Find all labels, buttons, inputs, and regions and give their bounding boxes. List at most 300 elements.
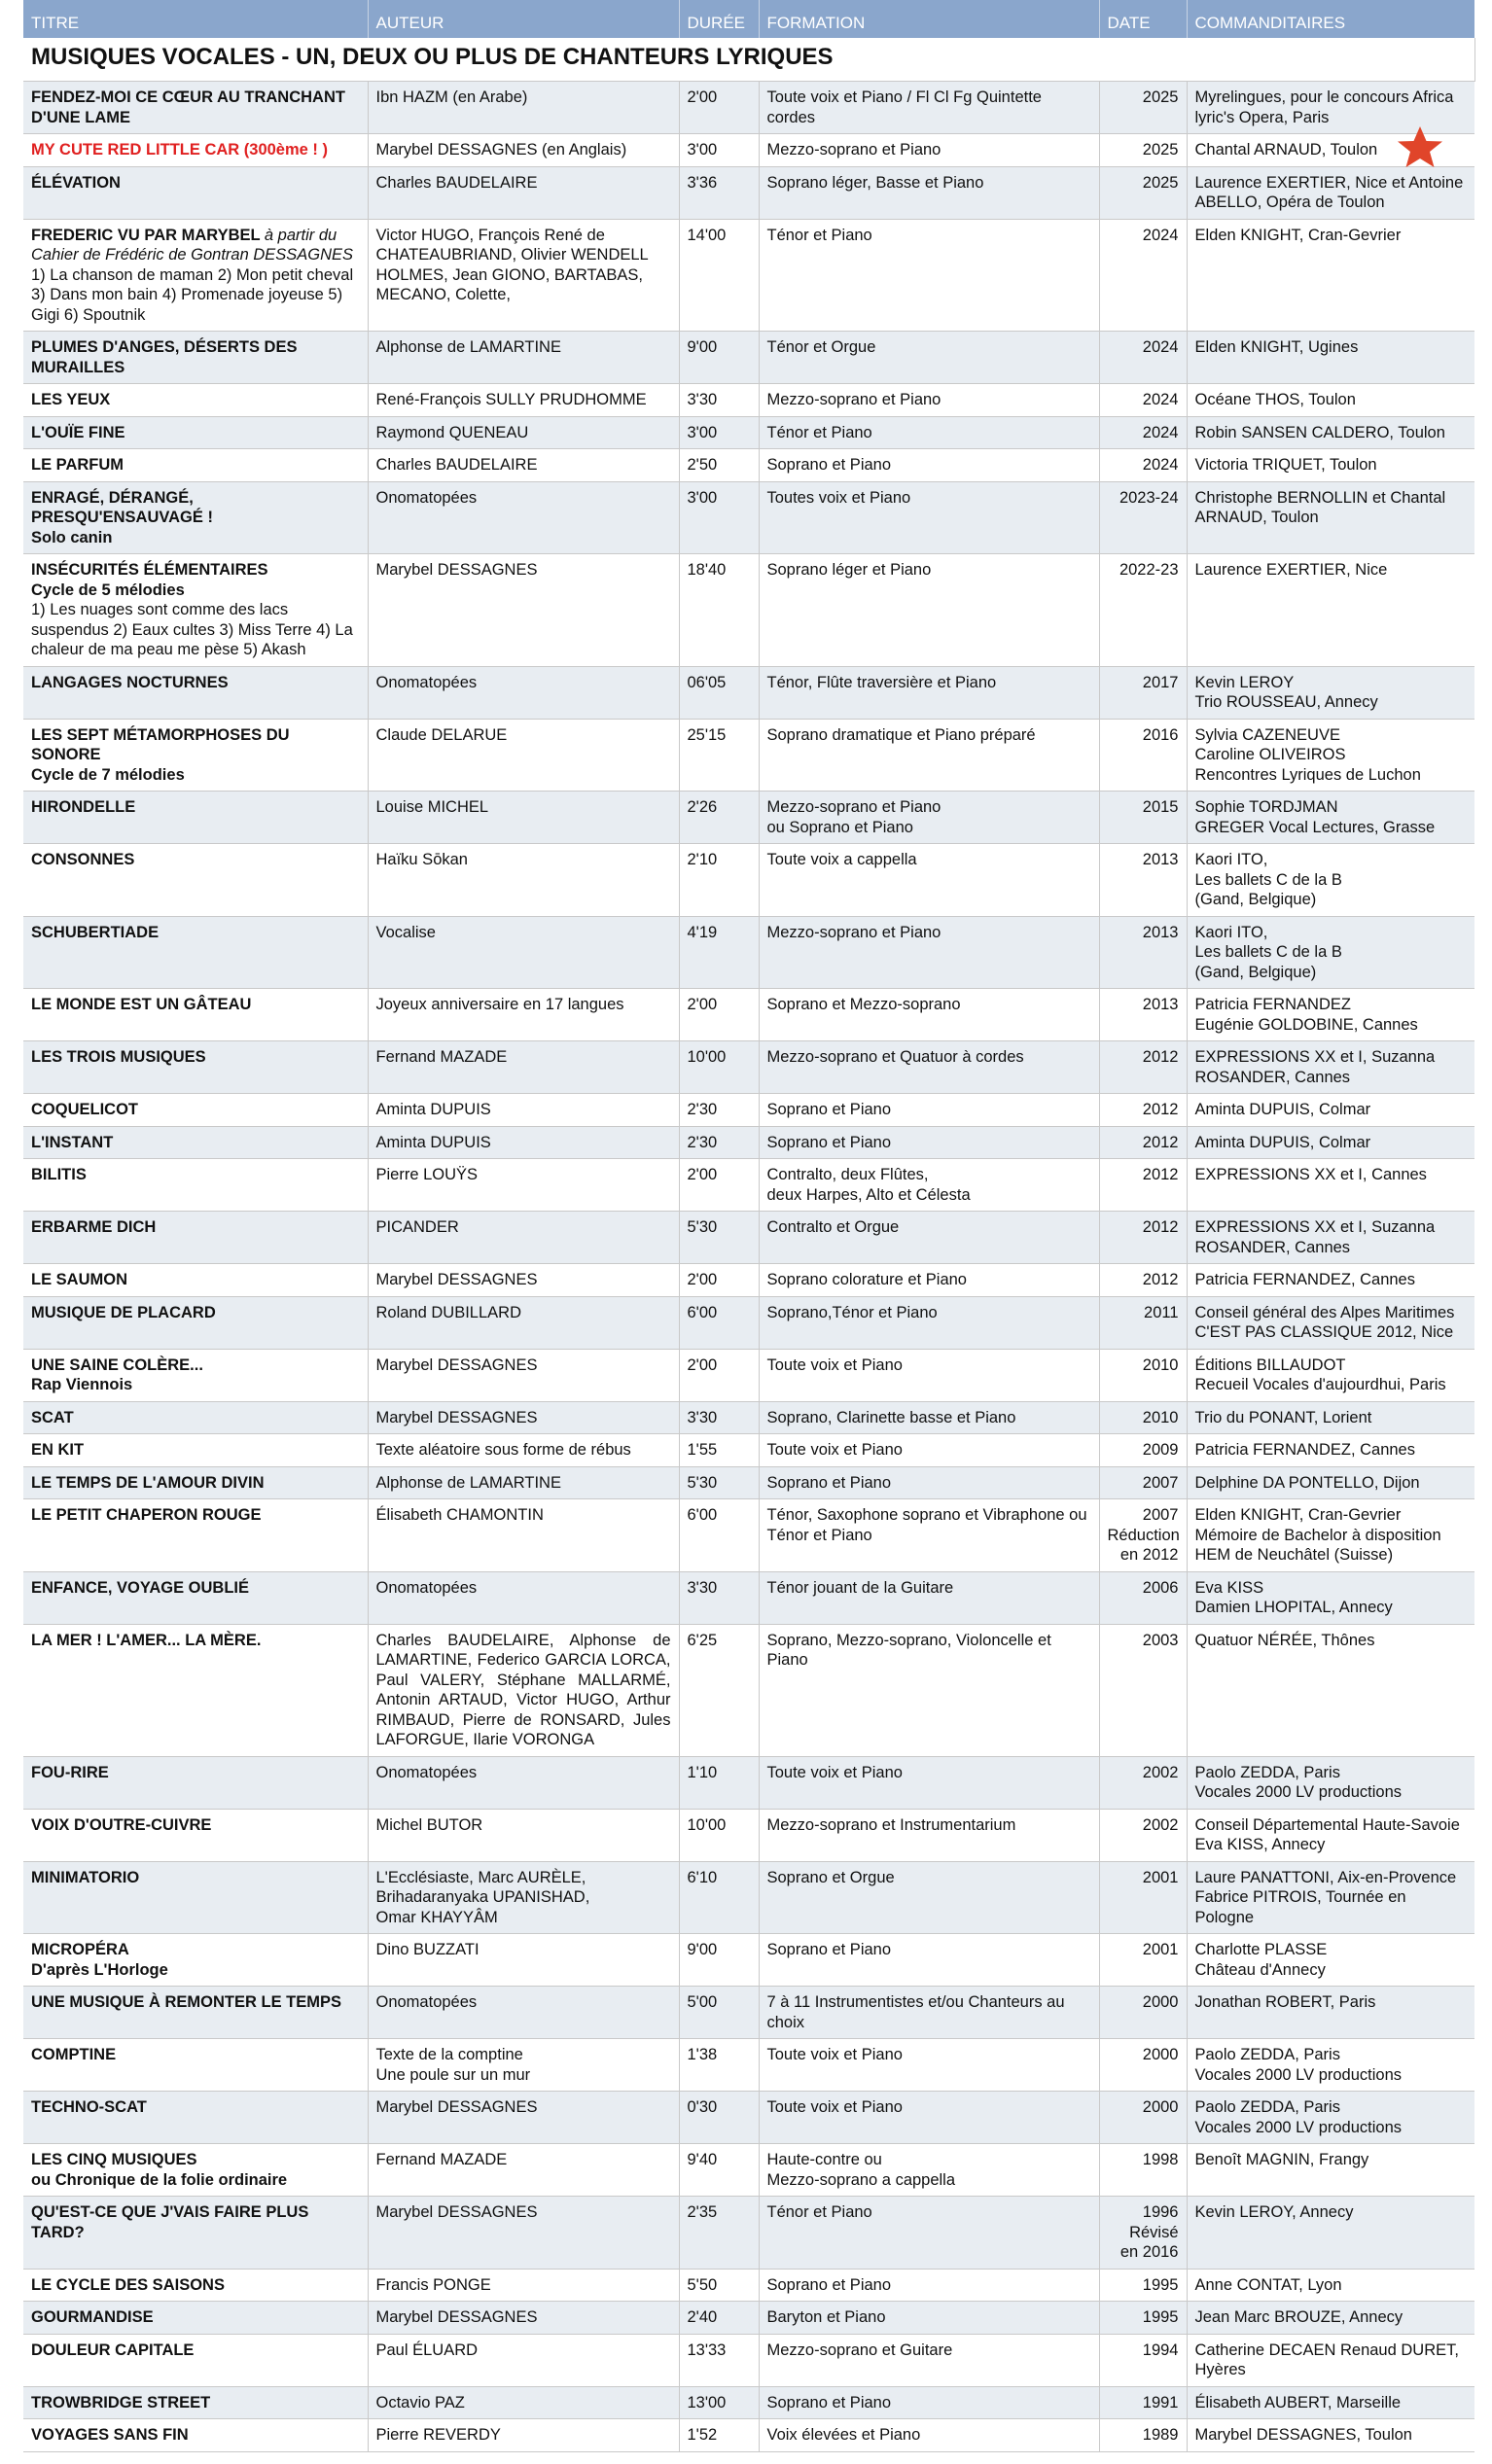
work-title [23,916,368,989]
work-sponsor: Myrelingues, pour le concours Africa lyric's Opera, Paris [1187,82,1474,134]
work-formation-line: Contralto, deux Flûtes, [766,1166,929,1183]
work-title [23,2302,368,2335]
work-formation: Mezzo-soprano et Piano [759,916,1099,989]
work-author: Onomatopées [368,1571,679,1624]
work-formation: Ténor et Orgue [759,332,1099,384]
work-sponsor-line: (Gand, Belgique) [1194,891,1317,908]
work-author: Alphonse de LAMARTINE [368,1466,679,1499]
table-row [23,1987,1474,2039]
title-main: DOULEUR CAPITALE [31,2341,195,2359]
title-main: LE TEMPS DE L'AMOUR DIVIN [31,1473,265,1492]
table-row [23,332,1474,384]
work-formation: Toute voix a cappella [759,844,1099,917]
work-author: Louise MICHEL [368,792,679,844]
title-main: SCAT [31,1408,74,1426]
table-row [23,1861,1474,1934]
work-formation: Toute voix et Piano [759,1349,1099,1401]
work-author: Élisabeth CHAMONTIN [368,1499,679,1572]
work-title [23,1264,368,1297]
work-date: 2002 [1099,1809,1187,1861]
work-title [23,1499,368,1572]
work-author: Fernand MAZADE [368,2144,679,2197]
work-date: 1991 [1099,2386,1187,2419]
work-sponsor: Christophe BERNOLLIN et Chantal ARNAUD, Toulon [1187,481,1474,554]
table-row [23,134,1474,167]
work-sponsor-line: Fabrice PITROIS, Tournée en Pologne [1194,1888,1406,1926]
work-author: Marybel DESSAGNES [368,1401,679,1434]
work-author: Dino BUZZATI [368,1934,679,1987]
work-date-line: Réduction en 2012 [1107,1526,1180,1564]
work-duration: 1'55 [679,1434,759,1467]
work-date: 2025 [1099,166,1187,219]
work-sponsor-line: GREGER Vocal Lectures, Grasse [1194,818,1436,836]
work-title [23,1094,368,1127]
work-sponsor: Aminta DUPUIS, Colmar [1187,1094,1474,1127]
work-date: 2012 [1099,1126,1187,1159]
title-main: UNE MUSIQUE À REMONTER LE TEMPS [31,1993,342,2011]
work-sponsor-line: Sophie TORDJMAN [1194,798,1338,816]
title-main: L'OUÏE FINE [31,423,125,441]
work-title [23,1466,368,1499]
work-duration: 1'52 [679,2419,759,2452]
table-row [23,1349,1474,1401]
work-title [23,2334,368,2386]
work-author: Pierre REVERDY [368,2419,679,2452]
work-sponsor [1187,1499,1474,1572]
work-duration: 2'00 [679,1264,759,1297]
work-author: Aminta DUPUIS [368,1126,679,1159]
work-sponsor-line: Kevin LEROY [1194,673,1295,691]
work-title [23,1401,368,1434]
title-main: VOIX D'OUTRE-CUIVRE [31,1815,212,1834]
work-sponsor: EXPRESSIONS XX et I, Suzanna ROSANDER, Cannes [1187,1041,1474,1094]
work-date: 2003 [1099,1624,1187,1756]
work-date: 2025 [1099,134,1187,167]
work-date: 2013 [1099,844,1187,917]
work-author [368,2039,679,2092]
title-main: LE SAUMON [31,1271,127,1288]
work-duration: 6'25 [679,1624,759,1756]
table-row [23,1934,1474,1987]
title-list: 1) La chanson de maman 2) Mon petit cheval 3) Dans mon bain 4) Promenade joyeuse 5) Gigi 6) Spoutnik [31,265,354,324]
title-main: FREDERIC VU PAR MARYBEL [31,226,261,244]
work-title [23,1041,368,1094]
title-main: LE PETIT CHAPERON ROUGE [31,1506,262,1524]
title-main: LE CYCLE DES SAISONS [31,2275,225,2294]
work-date-line: 1996 [1142,2203,1179,2221]
header-date: DATE [1099,0,1187,38]
title-list: 1) Les nuages sont comme des lacs suspendus 2) Eaux cultes 3) Miss Terre 4) La chaleur de ma peau me pèse 5) Akash [31,601,353,658]
work-formation: Soprano léger, Basse et Piano [759,166,1099,219]
work-formation: Mezzo-soprano et Piano [759,134,1099,167]
work-sponsor-line: Elden KNIGHT, Cran-Gevrier [1194,1506,1402,1524]
work-title [23,134,368,167]
work-author [368,1861,679,1934]
work-duration: 9'40 [679,2144,759,2197]
work-title [23,82,368,134]
work-date: 2000 [1099,2092,1187,2144]
table-row [23,1159,1474,1212]
title-sub: ou Chronique de la folie ordinaire [31,2170,288,2189]
table-row [23,2386,1474,2419]
work-title [23,1809,368,1861]
title-main: VOYAGES SANS FIN [31,2426,189,2444]
work-duration: 5'00 [679,1987,759,2039]
table-row [23,2269,1474,2302]
work-sponsor [1187,1861,1474,1934]
work-title [23,844,368,917]
work-formation: Soprano et Piano [759,1126,1099,1159]
work-sponsor-line: Vocales 2000 LV productions [1194,2118,1403,2136]
work-formation: Soprano et Piano [759,1466,1099,1499]
work-duration: 1'10 [679,1756,759,1809]
work-formation: Toute voix et Piano [759,1434,1099,1467]
work-sponsor-line: Conseil Départemental Haute-Savoie [1194,1815,1460,1834]
work-title [23,1296,368,1349]
section-title: MUSIQUES VOCALES - UN, DEUX OU PLUS DE CHANTEURS LYRIQUES [23,38,1474,82]
title-main: LES TROIS MUSIQUES [31,1048,206,1066]
work-author: Raymond QUENEAU [368,416,679,449]
work-sponsor-line: Laure PANATTONI, Aix-en-Provence [1194,1868,1457,1886]
work-duration: 06'05 [679,666,759,719]
title-main: MUSIQUE DE PLACARD [31,1303,216,1321]
work-date: 2013 [1099,916,1187,989]
work-date: 2023-24 [1099,481,1187,554]
title-main: ENFANCE, VOYAGE OUBLIÉ [31,1578,250,1597]
work-formation: Soprano colorature et Piano [759,1264,1099,1297]
work-formation: Mezzo-soprano et Piano [759,384,1099,417]
work-title [23,1349,368,1401]
title-main: LA MER ! L'AMER... LA MÈRE. [31,1631,262,1649]
work-title [23,1212,368,1264]
work-author: Victor HUGO, François René de CHATEAUBRIAND, Olivier WENDELL HOLMES, Jean GIONO, BARTABAS, MECANO, Colette, [368,219,679,332]
title-main: ERBARME DICH [31,1218,157,1236]
work-title [23,2039,368,2092]
title-sub: Rap Viennois [31,1376,133,1393]
work-title [23,449,368,482]
table-row [23,1212,1474,1264]
table-row [23,2302,1474,2335]
work-author: Octavio PAZ [368,2386,679,2419]
work-date: 1995 [1099,2269,1187,2302]
table-row [23,1756,1474,1809]
work-title [23,416,368,449]
work-author: Marybel DESSAGNES [368,1349,679,1401]
work-duration: 2'35 [679,2197,759,2270]
work-sponsor-line: Paolo ZEDDA, Paris [1194,1763,1340,1781]
work-formation: Soprano léger et Piano [759,554,1099,667]
title-sub: Solo canin [31,528,113,546]
table-row [23,1624,1474,1756]
work-author: Francis PONGE [368,2269,679,2302]
work-duration: 2'30 [679,1094,759,1127]
work-formation: Soprano, Mezzo-soprano, Violoncelle et Piano [759,1624,1099,1756]
work-sponsor: Marybel DESSAGNES, Toulon [1187,2419,1474,2452]
table-row [23,384,1474,417]
work-sponsor [1187,989,1474,1041]
work-duration: 2'26 [679,792,759,844]
work-formation: Soprano et Orgue [759,1861,1099,1934]
work-formation [759,2144,1099,2197]
work-formation: Soprano et Piano [759,2386,1099,2419]
work-sponsor-line: Trio ROUSSEAU, Annecy [1194,693,1378,711]
title-main: UNE SAINE COLÈRE... [31,1355,203,1374]
work-date: 2017 [1099,666,1187,719]
work-author-line: Omar KHAYYÂM [375,1908,498,1926]
title-main: ÉLÉVATION [31,173,121,192]
work-title [23,1987,368,2039]
work-sponsor: Conseil général des Alpes Maritimes C'EST PAS CLASSIQUE 2012, Nice [1187,1296,1474,1349]
table-row [23,1401,1474,1434]
work-title [23,2386,368,2419]
work-formation-line: Mezzo-soprano et Piano [766,798,941,816]
work-author-line: Brihadaranyaka UPANISHAD, [375,1888,590,1906]
work-duration: 18'40 [679,554,759,667]
work-sponsor-line: Paolo ZEDDA, Paris [1194,2098,1340,2116]
work-formation: Soprano et Piano [759,2269,1099,2302]
work-formation: Voix élevées et Piano [759,2419,1099,2452]
table-row [23,1571,1474,1624]
work-date: 2012 [1099,1159,1187,1212]
table-row [23,666,1474,719]
work-sponsor-line: Eva KISS, Annecy [1194,1836,1326,1853]
work-duration: 3'00 [679,134,759,167]
red-star-icon [1395,124,1445,169]
work-date: 1994 [1099,2334,1187,2386]
work-date: 2012 [1099,1212,1187,1264]
header-title: TITRE [23,0,368,38]
work-title [23,2092,368,2144]
work-formation: Soprano dramatique et Piano préparé [759,719,1099,792]
work-date [1099,2197,1187,2270]
work-duration: 3'30 [679,1401,759,1434]
work-duration: 14'00 [679,219,759,332]
work-sponsor: Aminta DUPUIS, Colmar [1187,1126,1474,1159]
title-main: MY CUTE RED LITTLE CAR (300ème ! ) [31,141,328,158]
title-main: PLUMES D'ANGES, DÉSERTS DES MURAILLES [31,338,298,376]
work-date-line: Révisé en 2016 [1119,2223,1179,2261]
table-row [23,1094,1474,1127]
work-date [1099,1499,1187,1572]
work-author: Roland DUBILLARD [368,1296,679,1349]
title-main: QU'EST-CE QUE J'VAIS FAIRE PLUS TARD? [31,2203,309,2241]
work-author: Aminta DUPUIS [368,1094,679,1127]
work-sponsor-line: Eugénie GOLDOBINE, Cannes [1194,1015,1418,1034]
work-date: 2012 [1099,1041,1187,1094]
work-author: René-François SULLY PRUDHOMME [368,384,679,417]
work-formation: Mezzo-soprano et Instrumentarium [759,1809,1099,1861]
work-author: Marybel DESSAGNES [368,2092,679,2144]
work-formation: Ténor jouant de la Guitare [759,1571,1099,1624]
header-author: AUTEUR [368,0,679,38]
work-formation: Toute voix et Piano / Fl Cl Fg Quintette cordes [759,82,1099,134]
header-row [23,0,1474,38]
work-date-line: 2007 [1142,1506,1179,1524]
work-sponsor [1187,2092,1474,2144]
work-title [23,2269,368,2302]
work-title [23,1624,368,1756]
work-duration: 5'50 [679,2269,759,2302]
work-author-line: Texte de la comptine [375,2046,523,2063]
title-sub: Cycle de 7 mélodies [31,765,185,784]
work-sponsor: Kevin LEROY, Annecy [1187,2197,1474,2270]
title-main: LES SEPT MÉTAMORPHOSES DU SONORE [31,725,290,763]
work-formation: Soprano et Piano [759,1094,1099,1127]
work-sponsor [1187,1934,1474,1987]
table-row [23,792,1474,844]
work-sponsor: Benoît MAGNIN, Frangy [1187,2144,1474,2197]
title-main: INSÉCURITÉS ÉLÉMENTAIRES [31,561,268,579]
work-date: 2016 [1099,719,1187,792]
table-row [23,1809,1474,1861]
work-date: 2009 [1099,1434,1187,1467]
work-sponsor [1187,1756,1474,1809]
work-date: 2011 [1099,1296,1187,1349]
table-row [23,1499,1474,1572]
work-sponsor-line: Paolo ZEDDA, Paris [1194,2046,1340,2063]
work-title [23,1159,368,1212]
title-main: TROWBRIDGE STREET [31,2393,211,2411]
work-author: Charles BAUDELAIRE [368,166,679,219]
header-formation: FORMATION [759,0,1099,38]
work-author: Claude DELARUE [368,719,679,792]
work-title [23,1126,368,1159]
header-sponsors: COMMANDITAIRES [1187,0,1474,38]
work-duration: 2'40 [679,2302,759,2335]
work-sponsor-line: Château d'Annecy [1194,1960,1326,1979]
title-main: LE MONDE EST UN GÂTEAU [31,996,252,1013]
work-author: Paul ÉLUARD [368,2334,679,2386]
table-row [23,1434,1474,1467]
work-title [23,1934,368,1987]
work-sponsor: Victoria TRIQUET, Toulon [1187,449,1474,482]
work-sponsor [1187,2039,1474,2092]
work-formation: Toute voix et Piano [759,2039,1099,2092]
table-row [23,82,1474,134]
title-main: ENRAGÉ, DÉRANGÉ, PRESQU'ENSAUVAGÉ ! [31,488,213,526]
work-duration: 10'00 [679,1809,759,1861]
title-main: TECHNO-SCAT [31,2098,147,2116]
work-title [23,666,368,719]
work-duration: 3'30 [679,384,759,417]
title-main: COMPTINE [31,2046,117,2063]
work-title [23,719,368,792]
work-title [23,2144,368,2197]
work-sponsor: Jean Marc BROUZE, Annecy [1187,2302,1474,2335]
work-duration: 2'50 [679,449,759,482]
table-row [23,166,1474,219]
work-date: 1995 [1099,2302,1187,2335]
work-author: Marybel DESSAGNES [368,1264,679,1297]
work-duration: 2'00 [679,82,759,134]
works-catalog [23,0,1474,2452]
work-sponsor: Catherine DECAEN Renaud DURET, Hyères [1187,2334,1474,2386]
work-date: 2001 [1099,1934,1187,1987]
work-date: 2010 [1099,1401,1187,1434]
work-duration: 6'00 [679,1499,759,1572]
work-sponsor: Patricia FERNANDEZ, Cannes [1187,1264,1474,1297]
title-main: MINIMATORIO [31,1868,140,1886]
table-row [23,1264,1474,1297]
section-row [23,38,1474,82]
work-duration: 3'30 [679,1571,759,1624]
work-title [23,384,368,417]
work-author: PICANDER [368,1212,679,1264]
work-duration: 9'00 [679,332,759,384]
work-sponsor: Laurence EXERTIER, Nice et Antoine ABELLO, Opéra de Toulon [1187,166,1474,219]
work-formation: Contralto et Orgue [759,1212,1099,1264]
works-table [23,0,1475,2452]
work-date: 2024 [1099,449,1187,482]
work-date: 2012 [1099,1264,1187,1297]
work-sponsor [1187,1571,1474,1624]
work-duration: 2'00 [679,1159,759,1212]
work-duration: 6'00 [679,1296,759,1349]
work-sponsor-line: Éditions BILLAUDOT [1194,1355,1346,1374]
work-sponsor: Delphine DA PONTELLO, Dijon [1187,1466,1474,1499]
title-main: LANGAGES NOCTURNES [31,673,229,691]
work-title [23,792,368,844]
work-sponsor-line: Les ballets C de la B [1194,943,1342,961]
work-author: Alphonse de LAMARTINE [368,332,679,384]
work-sponsor-line: Recueil Vocales d'aujourdhui, Paris [1194,1376,1446,1393]
table-row [23,2197,1474,2270]
work-title [23,2197,368,2270]
work-sponsor-line: Damien LHOPITAL, Annecy [1194,1599,1393,1616]
table-row [23,916,1474,989]
header-duration: DURÉE [679,0,759,38]
title-main: BILITIS [31,1166,87,1183]
work-title [23,219,368,332]
work-title [23,1861,368,1934]
work-formation-line: deux Harpes, Alto et Célesta [766,1185,971,1204]
title-sub: Cycle de 5 mélodies [31,581,185,599]
work-title [23,554,368,667]
table-row [23,719,1474,792]
work-date: 2010 [1099,1349,1187,1401]
work-formation: Soprano et Mezzo-soprano [759,989,1099,1041]
work-date: 2000 [1099,1987,1187,2039]
work-duration: 0'30 [679,2092,759,2144]
table-row [23,449,1474,482]
work-duration: 13'00 [679,2386,759,2419]
work-date: 2025 [1099,82,1187,134]
table-row [23,844,1474,917]
table-row [23,1466,1474,1499]
work-sponsor [1187,792,1474,844]
work-author: Marybel DESSAGNES [368,2302,679,2335]
work-formation: Ténor et Piano [759,416,1099,449]
work-formation: Soprano, Clarinette basse et Piano [759,1401,1099,1434]
work-duration: 6'10 [679,1861,759,1934]
title-main: FOU-RIRE [31,1763,109,1781]
work-sponsor-line: Eva KISS [1194,1578,1264,1597]
work-author: Ibn HAZM (en Arabe) [368,82,679,134]
work-date: 2013 [1099,989,1187,1041]
work-sponsor [1187,1349,1474,1401]
work-title [23,332,368,384]
work-author: Vocalise [368,916,679,989]
work-author: Marybel DESSAGNES [368,2197,679,2270]
work-sponsor [1187,916,1474,989]
work-sponsor: Elden KNIGHT, Ugines [1187,332,1474,384]
work-formation: Soprano et Piano [759,1934,1099,1987]
work-author: Marybel DESSAGNES (en Anglais) [368,134,679,167]
work-author: Onomatopées [368,1756,679,1809]
title-main: EN KIT [31,1441,85,1459]
work-sponsor: Jonathan ROBERT, Paris [1187,1987,1474,2039]
work-formation: Toute voix et Piano [759,1756,1099,1809]
